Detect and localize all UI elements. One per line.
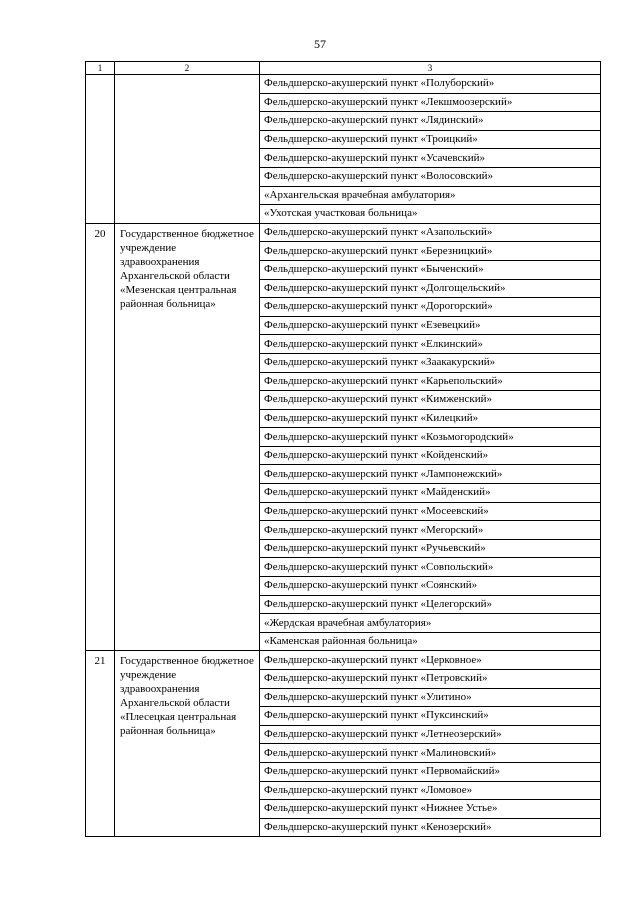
facility-name: Фельдшерско-акушерский пункт «Килецкий» <box>260 409 601 428</box>
facility-name: Фельдшерско-акушерский пункт «Лядинский» <box>260 112 601 131</box>
facility-name: Фельдшерско-акушерский пункт «Койденский» <box>260 446 601 465</box>
facility-name: Фельдшерско-акушерский пункт «Мегорский» <box>260 521 601 540</box>
facility-name: Фельдшерско-акушерский пункт «Малиновский» <box>260 744 601 763</box>
facility-name: Фельдшерско-акушерский пункт «Совпольский» <box>260 558 601 577</box>
table-header-row <box>86 62 601 75</box>
organization-name <box>115 75 260 224</box>
table-row <box>86 223 601 242</box>
facility-name: Фельдшерско-акушерский пункт «Лекшмоозерский» <box>260 93 601 112</box>
facility-name: Фельдшерско-акушерский пункт «Волосовский» <box>260 167 601 186</box>
facility-name: Фельдшерско-акушерский пункт «Заакакурский» <box>260 353 601 372</box>
facility-name: Фельдшерско-акушерский пункт «Азапольский» <box>260 223 601 242</box>
group-number: 21 <box>86 651 115 837</box>
organization-name: Государственное бюджетное учреждение здравоохранения Архангельской области «Плесецкая центральная районная больница» <box>115 651 260 837</box>
facility-name: Фельдшерско-акушерский пункт «Соянский» <box>260 577 601 596</box>
facility-name: Фельдшерско-акушерский пункт «Кенозерский» <box>260 818 601 837</box>
facility-name: Фельдшерско-акушерский пункт «Лампонежский» <box>260 465 601 484</box>
facility-name: Фельдшерско-акушерский пункт «Усачевский» <box>260 149 601 168</box>
group-number: 20 <box>86 223 115 651</box>
table-row <box>86 75 601 94</box>
facility-name: Фельдшерско-акушерский пункт «Нижнее Устье» <box>260 800 601 819</box>
facility-name: Фельдшерско-акушерский пункт «Пуксинский» <box>260 707 601 726</box>
facility-name: Фельдшерско-акушерский пункт «Летнеозерский» <box>260 725 601 744</box>
header-col-1: 1 <box>86 62 115 75</box>
facility-name: Фельдшерско-акушерский пункт «Елкинский» <box>260 335 601 354</box>
header-col-2: 2 <box>115 62 260 75</box>
facility-name: Фельдшерско-акушерский пункт «Майденский» <box>260 484 601 503</box>
facilities-table <box>85 61 601 837</box>
facility-name: Фельдшерско-акушерский пункт «Полуборский» <box>260 75 601 94</box>
facility-name: Фельдшерско-акушерский пункт «Целегорский» <box>260 595 601 614</box>
facility-name: Фельдшерско-акушерский пункт «Ломовое» <box>260 781 601 800</box>
facility-name: Фельдшерско-акушерский пункт «Карьепольский» <box>260 372 601 391</box>
facility-name: Фельдшерско-акушерский пункт «Быченский» <box>260 260 601 279</box>
table-row <box>86 651 601 670</box>
facility-name: Фельдшерско-акушерский пункт «Березницкий» <box>260 242 601 261</box>
facility-name: «Ухотская участковая больница» <box>260 205 601 224</box>
facility-name: «Архангельская врачебная амбулатория» <box>260 186 601 205</box>
facility-name: Фельдшерско-акушерский пункт «Первомайский» <box>260 762 601 781</box>
facility-name: «Жердская врачебная амбулатория» <box>260 614 601 633</box>
facility-name: Фельдшерско-акушерский пункт «Кимженский» <box>260 391 601 410</box>
facility-name: «Каменская районная больница» <box>260 632 601 651</box>
group-number <box>86 75 115 224</box>
facility-name: Фельдшерско-акушерский пункт «Церковное» <box>260 651 601 670</box>
facility-name: Фельдшерско-акушерский пункт «Улитино» <box>260 688 601 707</box>
facility-name: Фельдшерско-акушерский пункт «Мосеевский» <box>260 502 601 521</box>
facility-name: Фельдшерско-акушерский пункт «Дорогорский» <box>260 298 601 317</box>
header-col-3: 3 <box>260 62 601 75</box>
organization-name: Государственное бюджетное учреждение здравоохранения Архангельской области «Мезенская центральная районная больница» <box>115 223 260 651</box>
facility-name: Фельдшерско-акушерский пункт «Петровский» <box>260 670 601 689</box>
page-number: 57 <box>314 37 326 51</box>
facility-name: Фельдшерско-акушерский пункт «Ручьевский» <box>260 539 601 558</box>
facility-name: Фельдшерско-акушерский пункт «Езевецкий» <box>260 316 601 335</box>
facility-name: Фельдшерско-акушерский пункт «Троицкий» <box>260 130 601 149</box>
facility-name: Фельдшерско-акушерский пункт «Козьмогородский» <box>260 428 601 447</box>
facility-name: Фельдшерско-акушерский пункт «Долгощельский» <box>260 279 601 298</box>
